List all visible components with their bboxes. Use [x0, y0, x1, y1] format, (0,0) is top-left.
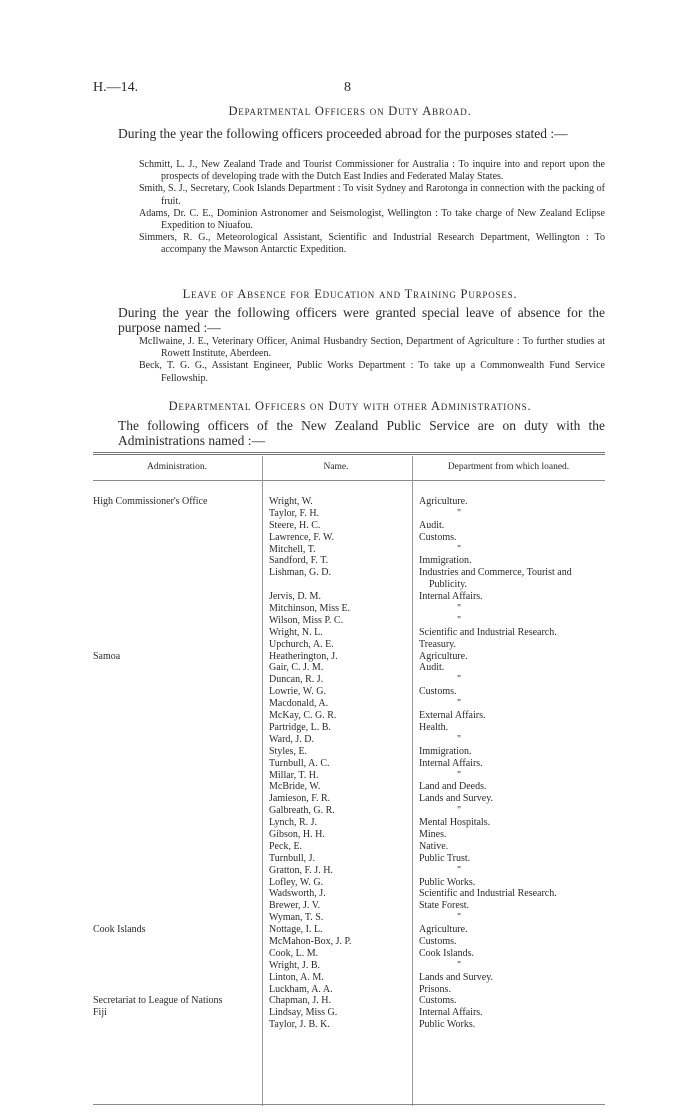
department-text: Public Trust.	[419, 852, 471, 864]
other-admin-title: Departmental Officers on Duty with other Administrations.	[168, 399, 532, 413]
name-cell: Turnbull, A. C.	[269, 757, 330, 769]
department-cell	[419, 734, 605, 746]
department-cell	[419, 781, 605, 793]
department-cell	[419, 544, 605, 556]
list-item: McIlwaine, J. E., Veterinary Officer, Animal Husbandry Section, Department of Agriculture : To further studies at Rowett Institute, Aberdeen.	[139, 336, 605, 360]
table-row	[93, 532, 605, 544]
department-cell	[419, 912, 605, 924]
table-row	[93, 1019, 605, 1031]
table-row	[93, 972, 605, 984]
department-cell	[419, 960, 605, 972]
leave-intro-text: During the year the following officers were granted special leave of absence for the purpose named :—	[118, 305, 605, 335]
department-text: Immigration.	[419, 745, 472, 757]
page-number: 8	[344, 80, 351, 95]
department-cell	[419, 817, 605, 829]
list-item: Beck, T. G. G., Assistant Engineer, Public Works Department : To take up a Commonwealth Fund Service Fellowship.	[139, 360, 605, 384]
department-cell	[419, 722, 605, 734]
department-cell	[419, 984, 605, 996]
table-row	[93, 995, 605, 1007]
department-cell	[419, 841, 605, 853]
name-cell: Steere, H. C.	[269, 519, 321, 531]
department-cell	[419, 936, 605, 948]
name-cell: Partridge, L. B.	[269, 721, 331, 733]
table-row	[93, 591, 605, 603]
department-cell	[419, 508, 605, 520]
table-row	[93, 960, 605, 972]
name-cell: Linton, A. M.	[269, 971, 324, 983]
name-cell: Wright, J. B.	[269, 959, 320, 971]
name-cell: Nottage, I. L.	[269, 924, 323, 936]
department-cell	[419, 972, 605, 984]
department-text: Lands and Survey.	[419, 971, 494, 983]
department-cell	[419, 674, 605, 686]
department-cell	[419, 567, 605, 591]
table-row	[93, 781, 605, 793]
department-text: "	[457, 674, 462, 686]
name-cell: Heatherington, J.	[269, 650, 338, 662]
name-cell: Gair, C. J. M.	[269, 662, 324, 674]
department-text: Internal Affairs.	[419, 1007, 483, 1019]
table-row	[93, 1007, 605, 1019]
department-text: Treasury.	[419, 638, 457, 650]
table-row	[93, 805, 605, 817]
department-text-continued: Publicity.	[429, 579, 467, 591]
table-row	[93, 829, 605, 841]
name-cell: Jervis, D. M.	[269, 591, 321, 603]
name-cell: McKay, C. G. R.	[269, 710, 337, 722]
department-cell	[419, 532, 605, 544]
department-cell	[419, 1007, 605, 1019]
leave-intro	[93, 305, 605, 335]
department-cell	[419, 746, 605, 758]
name-cell: Gibson, H. H.	[269, 828, 325, 840]
name-cell: Chapman, J. H.	[269, 995, 331, 1007]
name-cell: Millar, T. H.	[269, 769, 319, 781]
department-text: Cook Islands.	[419, 947, 474, 959]
name-cell: Wright, N. L.	[269, 626, 323, 638]
department-text: Native.	[419, 840, 449, 852]
document-reference: H.—14.	[93, 80, 139, 95]
department-text: Lands and Survey.	[419, 793, 494, 805]
table-row	[93, 496, 605, 508]
name-cell: Luckham, A. A.	[269, 983, 333, 995]
name-cell: Duncan, R. J.	[269, 674, 324, 686]
name-cell: Sandford, F. T.	[269, 555, 329, 567]
name-cell: Lishman, G. D.	[269, 567, 331, 579]
name-cell: Taylor, F. H.	[269, 507, 320, 519]
department-text: Internal Affairs.	[419, 757, 483, 769]
administration-cell: Cook Islands	[93, 924, 146, 936]
department-cell	[419, 639, 605, 651]
name-cell: Wadsworth, J.	[269, 888, 326, 900]
department-text: Health.	[419, 721, 449, 733]
column-header-department: Department from which loaned.	[447, 462, 570, 472]
department-text: Agriculture.	[419, 650, 468, 662]
administration-cell: Fiji	[93, 1007, 107, 1019]
list-item: Simmers, R. G., Meteorological Assistant, Scientific and Industrial Research Department, Wellington : To accompany the Mawson Antarctic Expedition.	[139, 232, 605, 256]
department-text: State Forest.	[419, 900, 469, 912]
table-row	[93, 615, 605, 627]
department-text: Agriculture.	[419, 496, 468, 507]
department-cell	[419, 496, 605, 508]
table-row	[93, 900, 605, 912]
department-text: Audit.	[419, 519, 445, 531]
table-row	[93, 698, 605, 710]
list-item: Smith, S. J., Secretary, Cook Islands Department : To visit Sydney and Rarotonga in connection with the packing of fruit.	[139, 183, 605, 207]
department-text: "	[457, 912, 462, 924]
department-cell	[419, 686, 605, 698]
name-cell: Galbreath, G. R.	[269, 805, 335, 817]
name-cell: Lowrie, W. G.	[269, 686, 326, 698]
table-row	[93, 674, 605, 686]
department-text: "	[457, 543, 462, 555]
table-header-rule	[93, 480, 605, 481]
department-cell	[419, 603, 605, 615]
department-cell	[419, 591, 605, 603]
table-row	[93, 520, 605, 532]
department-cell	[419, 651, 605, 663]
table-row	[93, 984, 605, 996]
column-header-name: Name.	[323, 462, 349, 472]
table-row	[93, 888, 605, 900]
department-cell	[419, 805, 605, 817]
leave-list	[139, 336, 605, 385]
department-text: "	[457, 805, 462, 817]
table-row	[93, 877, 605, 889]
other-admin-intro	[93, 418, 605, 448]
name-cell: Taylor, J. B. K.	[269, 1019, 330, 1031]
table-row	[93, 924, 605, 936]
table-row	[93, 912, 605, 924]
table-row	[93, 710, 605, 722]
department-cell	[419, 710, 605, 722]
department-text: Industries and Commerce, Tourist and	[419, 567, 572, 579]
department-text: "	[457, 614, 462, 626]
leave-title: Leave of Absence for Education and Training Purposes.	[182, 287, 518, 301]
table-row	[93, 936, 605, 948]
department-cell	[419, 877, 605, 889]
department-text: Land and Deeds.	[419, 781, 487, 793]
department-text: Scientific and Industrial Research.	[419, 626, 557, 638]
duty-abroad-list	[139, 159, 605, 257]
table-row	[93, 948, 605, 960]
department-text: "	[457, 507, 462, 519]
table-row	[93, 555, 605, 567]
name-cell: Cook, L. M.	[269, 947, 319, 959]
department-cell	[419, 924, 605, 936]
name-cell: Turnbull, J.	[269, 852, 316, 864]
name-cell: Macdonald, A.	[269, 698, 329, 710]
name-cell: Mitchell, T.	[269, 543, 316, 555]
department-cell	[419, 770, 605, 782]
department-text: "	[457, 959, 462, 971]
table-row	[93, 865, 605, 877]
department-text: Audit.	[419, 662, 445, 674]
department-text: Prisons.	[419, 983, 451, 995]
department-cell	[419, 865, 605, 877]
table-row	[93, 746, 605, 758]
name-cell: Lindsay, Miss G.	[269, 1007, 338, 1019]
table-row	[93, 734, 605, 746]
name-cell: McMahon-Box, J. P.	[269, 935, 352, 947]
administration-cell: Samoa	[93, 650, 121, 662]
table-bottom-rule	[93, 1104, 605, 1105]
name-cell: Lawrence, F. W.	[269, 531, 335, 543]
table-row	[93, 841, 605, 853]
department-cell	[419, 758, 605, 770]
table-row	[93, 567, 605, 591]
table-row	[93, 603, 605, 615]
department-text: Immigration.	[419, 555, 472, 567]
duty-abroad-intro	[93, 126, 605, 141]
duty-abroad-title: Departmental Officers on Duty Abroad.	[228, 104, 472, 118]
table-row	[93, 639, 605, 651]
department-text: Mines.	[419, 828, 447, 840]
department-cell	[419, 662, 605, 674]
department-text: "	[457, 769, 462, 781]
department-text: Scientific and Industrial Research.	[419, 888, 557, 900]
name-cell: Wyman, T. S.	[269, 912, 324, 924]
table-row	[93, 686, 605, 698]
name-cell: Brewer, J. V.	[269, 900, 321, 912]
officers-table	[93, 496, 605, 1031]
department-text: External Affairs.	[419, 710, 486, 722]
department-text: "	[457, 698, 462, 710]
table-row	[93, 817, 605, 829]
name-cell: Lynch, R. J.	[269, 817, 318, 829]
department-cell	[419, 555, 605, 567]
table-row	[93, 793, 605, 805]
table-row	[93, 853, 605, 865]
department-text: Mental Hospitals.	[419, 817, 491, 829]
name-cell: Styles, E.	[269, 745, 308, 757]
table-row	[93, 508, 605, 520]
list-item: Adams, Dr. C. E., Dominion Astronomer and Seismologist, Wellington : To take charge of New Zealand Eclipse Expedition to Niuafou.	[139, 207, 605, 232]
name-cell: Gratton, F. J. H.	[269, 864, 333, 876]
department-cell	[419, 829, 605, 841]
department-text: Agriculture.	[419, 924, 468, 936]
table-top-rule	[93, 452, 605, 455]
department-text: Internal Affairs.	[419, 591, 483, 603]
department-cell	[419, 995, 605, 1007]
department-cell	[419, 615, 605, 627]
department-text: "	[457, 864, 462, 876]
name-cell: Upchurch, A. E.	[269, 638, 334, 650]
department-cell	[419, 627, 605, 639]
table-row	[93, 770, 605, 782]
table-row	[93, 651, 605, 663]
department-cell	[419, 888, 605, 900]
table-row	[93, 662, 605, 674]
department-text: "	[457, 733, 462, 745]
administration-cell: High Commissioner's Office	[93, 496, 208, 507]
name-cell: Wright, W.	[269, 496, 313, 507]
column-header-administration: Administration.	[147, 462, 207, 472]
department-text: Customs.	[419, 995, 457, 1007]
name-cell: Ward, J. D.	[269, 733, 315, 745]
table-row	[93, 722, 605, 734]
name-cell: Mitchinson, Miss E.	[269, 603, 351, 615]
department-cell	[419, 1019, 605, 1031]
department-text: Customs.	[419, 935, 457, 947]
other-admin-intro-text: The following officers of the New Zealand Public Service are on duty with the Administrations named :—	[118, 418, 605, 448]
name-cell: Peck, E.	[269, 840, 303, 852]
department-cell	[419, 793, 605, 805]
department-cell	[419, 853, 605, 865]
department-text: Customs.	[419, 686, 457, 698]
department-text: "	[457, 603, 462, 615]
table-row	[93, 627, 605, 639]
name-cell: Wilson, Miss P. C.	[269, 614, 344, 626]
department-cell	[419, 948, 605, 960]
department-text: Customs.	[419, 531, 457, 543]
administration-cell: Secretariat to League of Nations	[93, 995, 223, 1007]
name-cell: Lofley, W. G.	[269, 876, 324, 888]
name-cell: Jamieson, F. R.	[269, 793, 331, 805]
department-cell	[419, 520, 605, 532]
department-cell	[419, 698, 605, 710]
name-cell: McBride, W.	[269, 781, 321, 793]
duty-abroad-intro-text: During the year the following officers proceeded abroad for the purposes stated :—	[118, 126, 568, 141]
department-text: Public Works.	[419, 876, 476, 888]
table-row	[93, 758, 605, 770]
department-cell	[419, 900, 605, 912]
department-text: Public Works.	[419, 1019, 476, 1031]
list-item: Schmitt, L. J., New Zealand Trade and Tourist Commissioner for Australia : To inquire into and report upon the prospects of developing trade with the Dutch East Indies and Federated Malay States.	[139, 159, 605, 183]
table-row	[93, 544, 605, 556]
